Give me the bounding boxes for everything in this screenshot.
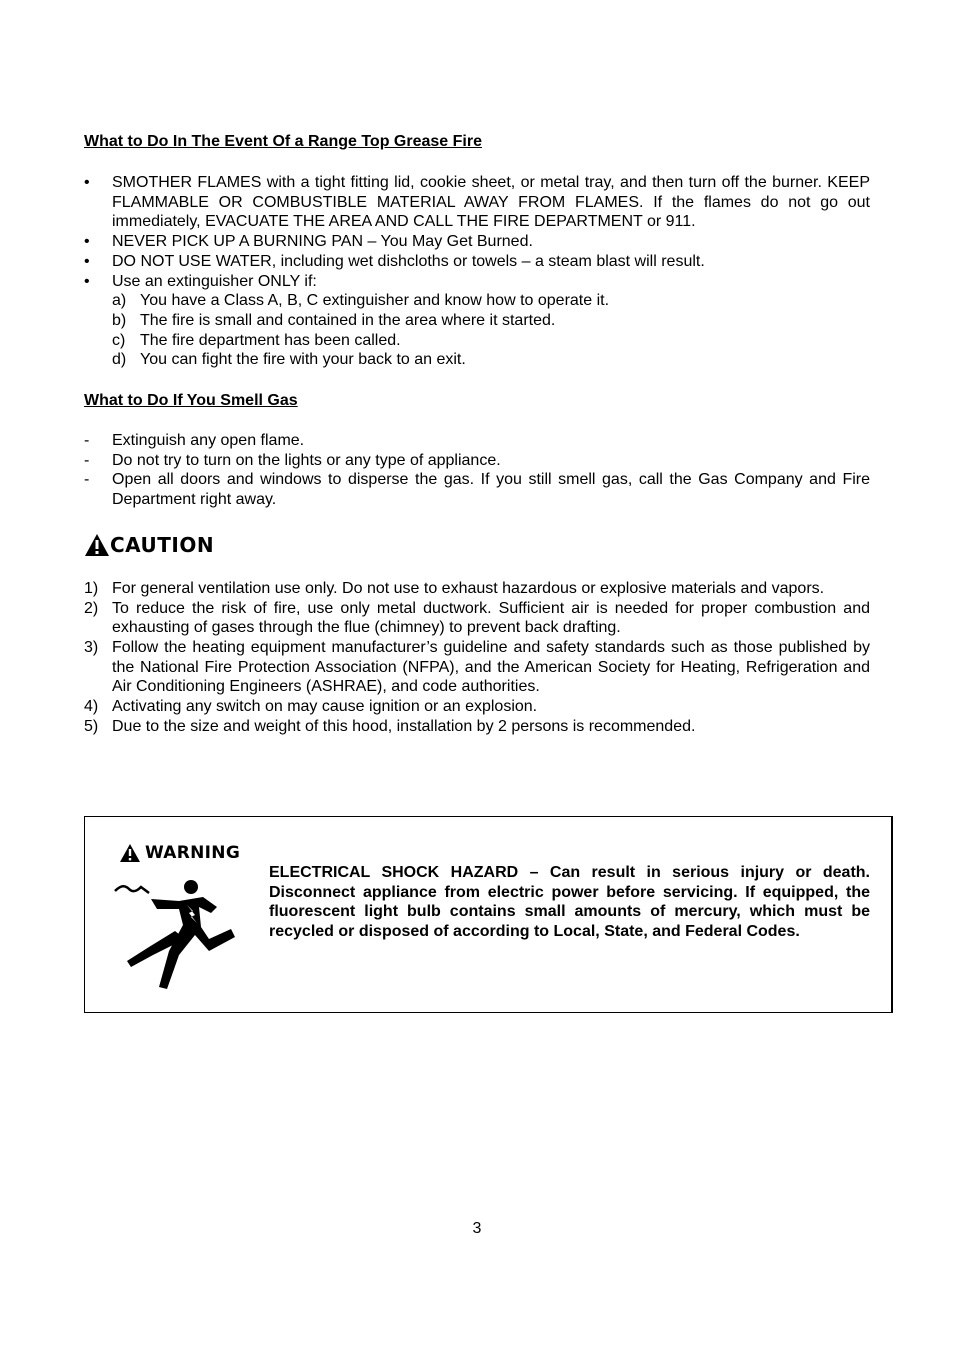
list-item — [84, 579, 870, 599]
smell-gas-list — [84, 431, 870, 510]
dash-marker: - — [84, 432, 90, 450]
warning-label: WARNING — [145, 843, 241, 863]
list-item-text: Activating any switch on may cause ignition or an explosion. — [112, 698, 538, 716]
caution-label: CAUTION — [110, 532, 215, 557]
sub-list-item — [84, 350, 870, 370]
list-item-text: DO NOT USE WATER, including wet dishcloths or towels – a steam blast will result. — [112, 252, 705, 270]
smell-gas-heading: What to Do If You Smell Gas — [84, 392, 298, 410]
bullet-marker: • — [84, 252, 90, 270]
warning-header — [119, 843, 240, 863]
number-marker: 5) — [84, 717, 99, 735]
sub-list-item — [84, 331, 870, 351]
sub-item-text: The fire is small and contained in the area where it started. — [140, 311, 556, 329]
sub-marker: d) — [112, 351, 127, 369]
list-item — [84, 599, 870, 638]
list-item-text: NEVER PICK UP A BURNING PAN – You May Get Burned. — [112, 233, 533, 251]
electrical-shock-figure-icon — [113, 877, 243, 997]
list-item — [84, 232, 870, 252]
bullet-marker: • — [84, 233, 90, 251]
warning-triangle-icon — [84, 533, 110, 557]
list-item-text: Do not try to turn on the lights or any type of appliance. — [112, 451, 501, 469]
list-item — [84, 697, 870, 717]
page-number: 3 — [472, 1220, 482, 1237]
list-item — [84, 638, 870, 697]
dash-marker: - — [84, 451, 90, 469]
grease-fire-list — [84, 173, 870, 370]
list-item-text: SMOTHER FLAMES with a tight fitting lid, cookie sheet, or metal tray, and then turn off the burner. KEEP FLAMMABLE OR COMBUSTIBLE MATERIAL AWAY FROM FLAMES. If the flames do not go out immediately, EVACUATE THE AREA AND CALL THE FIRE DEPARTMENT or 911. — [112, 174, 870, 231]
list-item — [84, 470, 870, 509]
list-item — [84, 431, 870, 451]
warning-box — [84, 816, 893, 1013]
sub-marker: c) — [112, 331, 126, 349]
caution-header — [84, 529, 870, 561]
warning-text: ELECTRICAL SHOCK HAZARD – Can result in serious injury or death. Disconnect appliance from electric power before servicing. If equipped, the fluorescent light bulb contains small amounts of mercury, which must be recycled or disposed of according to Local, State, and Federal Codes. — [269, 864, 870, 941]
list-item-text: To reduce the risk of fire, use only metal ductwork. Sufficient air is needed for proper combustion and exhausting of gases through the flue (chimney) to prevent back drafting. — [112, 599, 870, 637]
list-item-text: Use an extinguisher ONLY if: — [112, 272, 317, 290]
number-marker: 4) — [84, 698, 99, 716]
number-marker: 2) — [84, 599, 99, 617]
list-item — [84, 252, 870, 272]
list-item-text: Extinguish any open flame. — [112, 432, 305, 450]
grease-fire-heading: What to Do In The Event Of a Range Top Grease Fire — [84, 133, 482, 150]
sub-item-text: You have a Class A, B, C extinguisher and know how to operate it. — [140, 292, 610, 310]
number-marker: 1) — [84, 579, 99, 597]
list-item-text: Due to the size and weight of this hood, installation by 2 persons is recommended. — [112, 717, 696, 735]
warning-triangle-icon — [119, 843, 141, 863]
page-content — [84, 132, 870, 736]
caution-list — [84, 579, 870, 737]
sub-list-item — [84, 311, 870, 331]
sub-item-text: The fire department has been called. — [140, 331, 401, 349]
list-item — [84, 717, 870, 737]
list-item-text: For general ventilation use only. Do not use to exhaust hazardous or explosive materials and vapors. — [112, 579, 825, 597]
number-marker: 3) — [84, 638, 99, 656]
bullet-marker: • — [84, 272, 90, 290]
dash-marker: - — [84, 471, 90, 489]
sub-list-item — [84, 291, 870, 311]
bullet-marker: • — [84, 174, 90, 191]
list-item — [84, 272, 870, 292]
list-item-text: Open all doors and windows to disperse the gas. If you still smell gas, call the Gas Company and Fire Department right away. — [112, 471, 870, 509]
sub-item-text: You can fight the fire with your back to an exit. — [140, 351, 466, 369]
sub-marker: a) — [112, 292, 127, 310]
sub-marker: b) — [112, 311, 127, 329]
list-item-text: Follow the heating equipment manufacturer’s guideline and safety standards such as those published by the National Fire Protection Association (NFPA), and the American Society for Heating, Refrigeration and Air Conditioning Engineers (ASHRAE), and code authorities. — [112, 638, 870, 696]
list-item — [84, 451, 870, 471]
list-item — [84, 173, 870, 232]
